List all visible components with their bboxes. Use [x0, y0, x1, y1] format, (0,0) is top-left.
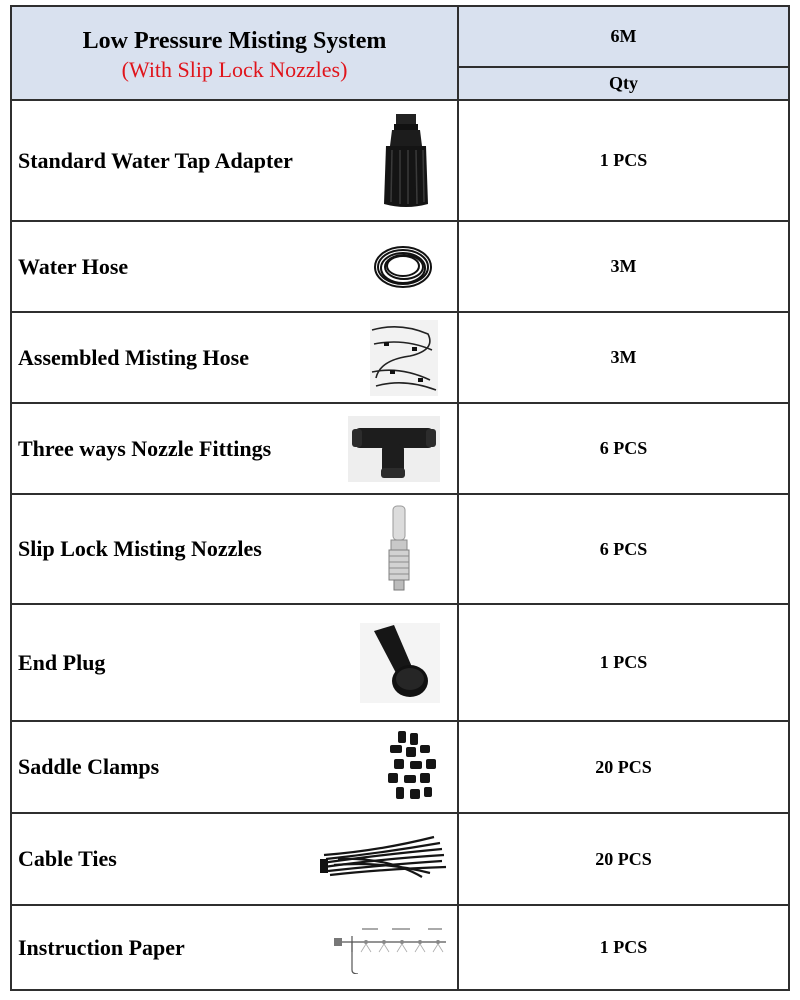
end-plug-icon — [360, 623, 440, 703]
item-name: Slip Lock Misting Nozzles — [18, 536, 262, 561]
item-cell — [11, 905, 458, 990]
item-qty: 3M — [458, 221, 789, 312]
item-cell — [11, 100, 458, 221]
water-hose-icon — [368, 239, 438, 295]
item-name: End Plug — [18, 649, 106, 675]
item-cell — [11, 221, 458, 312]
item-qty: 20 PCS — [458, 721, 789, 813]
item-name: Instruction Paper — [18, 934, 185, 960]
item-qty: 1 PCS — [458, 604, 789, 721]
item-cell — [11, 604, 458, 721]
item-name: Water Hose — [18, 253, 129, 279]
misting-nozzle-icon — [384, 504, 414, 594]
item-cell — [11, 403, 458, 494]
cable-ties-icon — [318, 829, 448, 889]
instruction-paper-icon — [332, 922, 452, 974]
table-row — [11, 403, 789, 494]
item-qty: 3M — [458, 312, 789, 403]
item-qty: 1 PCS — [458, 905, 789, 990]
tap-adapter-icon — [380, 112, 432, 210]
header-row — [11, 6, 789, 67]
item-qty: 6 PCS — [458, 494, 789, 604]
item-qty: 1 PCS — [458, 100, 789, 221]
tee-fitting-icon — [348, 416, 440, 482]
table-row — [11, 494, 789, 604]
table-row — [11, 905, 789, 990]
table-title: Low Pressure Misting System — [82, 28, 387, 54]
item-cell — [11, 494, 458, 604]
item-name: Three ways Nozzle Fittings — [18, 435, 272, 461]
item-qty: 20 PCS — [458, 813, 789, 905]
item-name: Assembled Misting Hose — [18, 344, 249, 370]
header-title-cell — [11, 6, 458, 100]
table-row — [11, 221, 789, 312]
item-cell — [11, 312, 458, 403]
table-row — [11, 312, 789, 403]
size-header: 6M — [458, 6, 789, 67]
item-qty: 6 PCS — [458, 403, 789, 494]
item-cell — [11, 813, 458, 905]
table-row — [11, 604, 789, 721]
qty-header: Qty — [458, 67, 789, 100]
misting-hose-icon — [370, 320, 438, 396]
table-subtitle: (With Slip Lock Nozzles) — [121, 57, 348, 82]
item-name: Standard Water Tap Adapter — [18, 147, 293, 173]
item-name: Cable Ties — [18, 846, 117, 871]
table-row — [11, 721, 789, 813]
table-row — [11, 813, 789, 905]
parts-table — [10, 5, 790, 991]
saddle-clamps-icon — [380, 729, 442, 805]
item-cell — [11, 721, 458, 813]
item-name: Saddle Clamps — [18, 754, 160, 779]
table-row — [11, 100, 789, 221]
